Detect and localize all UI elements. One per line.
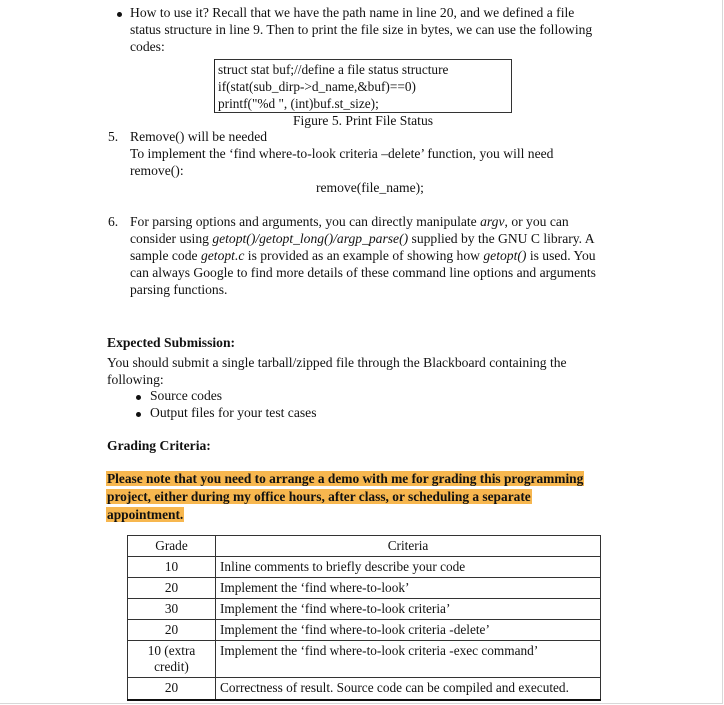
- note-line-3: appointment.: [107, 507, 184, 522]
- criteria-cell: Implement the ‘find where-to-look criteria’: [216, 599, 601, 620]
- criteria-cell: Correctness of result. Source code can be compiled and executed.: [216, 678, 601, 701]
- item-6-number: 6.: [108, 214, 119, 229]
- item-5-heading: Remove() will be needed: [130, 129, 268, 144]
- grade-cell: 30: [128, 599, 216, 620]
- item-6-line-1: For parsing options and arguments, you can directly manipulate argv, or you can: [130, 214, 569, 229]
- grade-cell: 10 (extra credit): [128, 641, 216, 678]
- code-block: [214, 59, 512, 113]
- submission-bullet-1: Source codes: [150, 388, 223, 403]
- table-row: [128, 599, 601, 620]
- item-6-line-4: can always Google to find more details of these command line options and arguments: [130, 265, 596, 280]
- header-criteria: Criteria: [216, 536, 601, 557]
- bullet-icon: [136, 412, 141, 417]
- header-grade: Grade: [128, 536, 216, 557]
- criteria-cell: Implement the ‘find where-to-look criteria -delete’: [216, 620, 601, 641]
- note-line-1: Please note that you need to arrange a demo with me for grading this programming: [107, 471, 584, 486]
- bullet-icon: [117, 12, 122, 17]
- note-line-2: project, either during my office hours, after class, or scheduling a separate: [107, 489, 531, 504]
- item-5-line-1: To implement the ‘find where-to-look criteria –delete’ function, you will need: [130, 146, 554, 161]
- item-5-line-2: remove():: [130, 163, 184, 178]
- criteria-cell: Implement the ‘find where-to-look’: [216, 578, 601, 599]
- intro-line-2: status structure in line 9. Then to print the file size in bytes, we can use the following: [130, 22, 593, 37]
- item-5-code: remove(file_name);: [316, 180, 424, 195]
- criteria-cell: Implement the ‘find where-to-look criteria -exec command’: [216, 641, 601, 678]
- table-header-row: [128, 536, 601, 557]
- item-6-line-3: sample code getopt.c is provided as an example of showing how getopt() is used. You: [130, 248, 596, 263]
- grade-cell: 20: [128, 678, 216, 701]
- submission-heading: Expected Submission:: [107, 335, 236, 350]
- submission-bullet-2: Output files for your test cases: [150, 405, 317, 420]
- criteria-cell: Inline comments to briefly describe your code: [216, 557, 601, 578]
- argv-term: argv: [480, 214, 505, 229]
- grading-note: [106, 470, 620, 524]
- table-row: [128, 557, 601, 578]
- grade-cell: 10: [128, 557, 216, 578]
- intro-paragraph: [130, 4, 625, 55]
- intro-line-3: codes:: [130, 39, 165, 54]
- submission-paragraph: [107, 354, 620, 388]
- getopt-functions: getopt()/getopt_long()/argp_parse(): [212, 231, 409, 246]
- bullet-icon: [136, 395, 141, 400]
- item-5-number: 5.: [108, 129, 119, 144]
- table-row: [128, 620, 601, 641]
- grade-cell: 20: [128, 578, 216, 599]
- code-line-3: printf("%d ", (int)buf.st_size);: [218, 96, 379, 111]
- intro-line-1: How to use it? Recall that we have the path name in line 20, and we defined a file: [130, 5, 575, 20]
- item-5-paragraph: [130, 128, 622, 179]
- grade-cell: 20: [128, 620, 216, 641]
- submission-line-2: following:: [107, 372, 164, 387]
- item-6-line-5: parsing functions.: [130, 282, 228, 297]
- submission-line-1: You should submit a single tarball/zipped file through the Blackboard containing the: [107, 355, 567, 370]
- code-line-1: struct stat buf;//define a file status structure: [218, 62, 449, 77]
- code-line-2: if(stat(sub_dirp->d_name,&buf)==0): [218, 79, 416, 94]
- table-row: [128, 641, 601, 678]
- table-row: [128, 678, 601, 701]
- getopt-func: getopt(): [483, 248, 527, 263]
- getopt-file: getopt.c: [200, 248, 245, 263]
- figure-caption: Figure 5. Print File Status: [292, 113, 434, 128]
- grading-table: [127, 535, 601, 701]
- item-6-paragraph: [130, 213, 622, 298]
- item-6-line-2: consider using getopt()/getopt_long()/argp_parse() supplied by the GNU C library. A: [130, 231, 595, 246]
- table-row: [128, 578, 601, 599]
- grading-heading: Grading Criteria:: [107, 438, 211, 453]
